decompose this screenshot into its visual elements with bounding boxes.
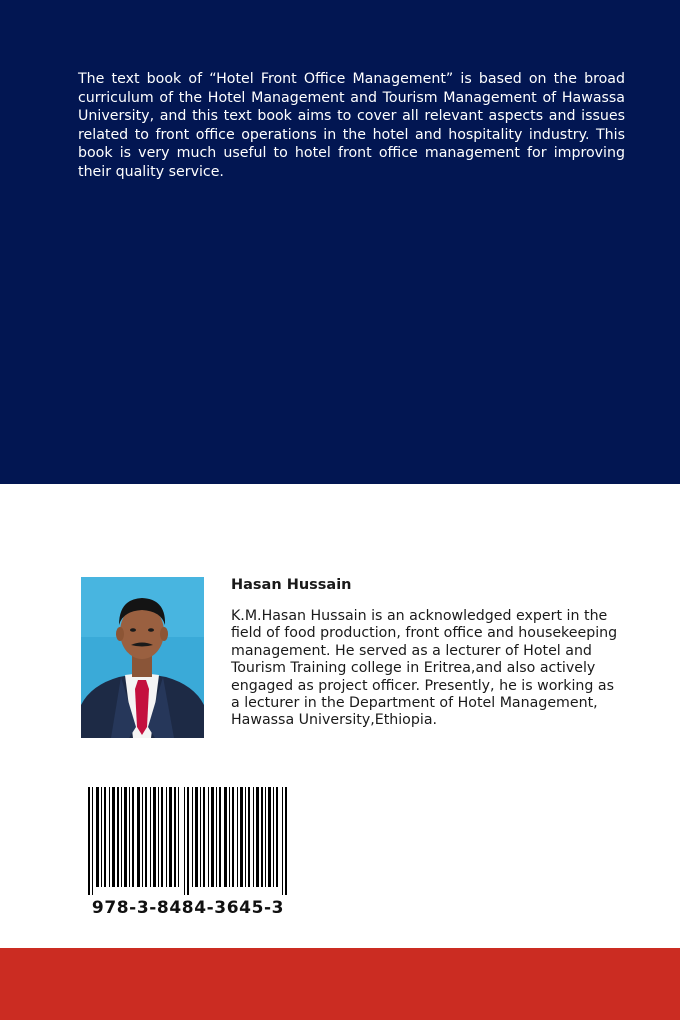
author-portrait-icon — [81, 577, 204, 738]
author-photo — [81, 577, 204, 738]
bottom-stripe — [0, 948, 680, 1020]
isbn-number: 978-3-8484-3645-3 — [91, 898, 285, 918]
isbn-barcode — [82, 780, 294, 930]
blurb-panel — [0, 0, 680, 484]
book-blurb: The text book of “Hotel Front Office Management” is based on the broad curriculum of the Hotel Management and Tourism Management of Hawassa University, and this text book aims to cover all relevant aspects and issues related to front office operations in the hotel and hospitality industry. This book is very much useful to hotel front office management for improving their quality service. — [78, 71, 625, 180]
author-name: Hasan Hussain — [231, 577, 352, 593]
author-bio: K.M.Hasan Hussain is an acknowledged expert in the field of food production, front office and housekeeping management. He served as a lecturer of Hotel and Tourism Training college in Eritrea,and also actively engaged as project officer. Presently, he is working as a lecturer in the Department of Hotel Management, Hawassa University,Ethiopia. — [231, 608, 618, 729]
barcode-icon — [88, 787, 288, 895]
